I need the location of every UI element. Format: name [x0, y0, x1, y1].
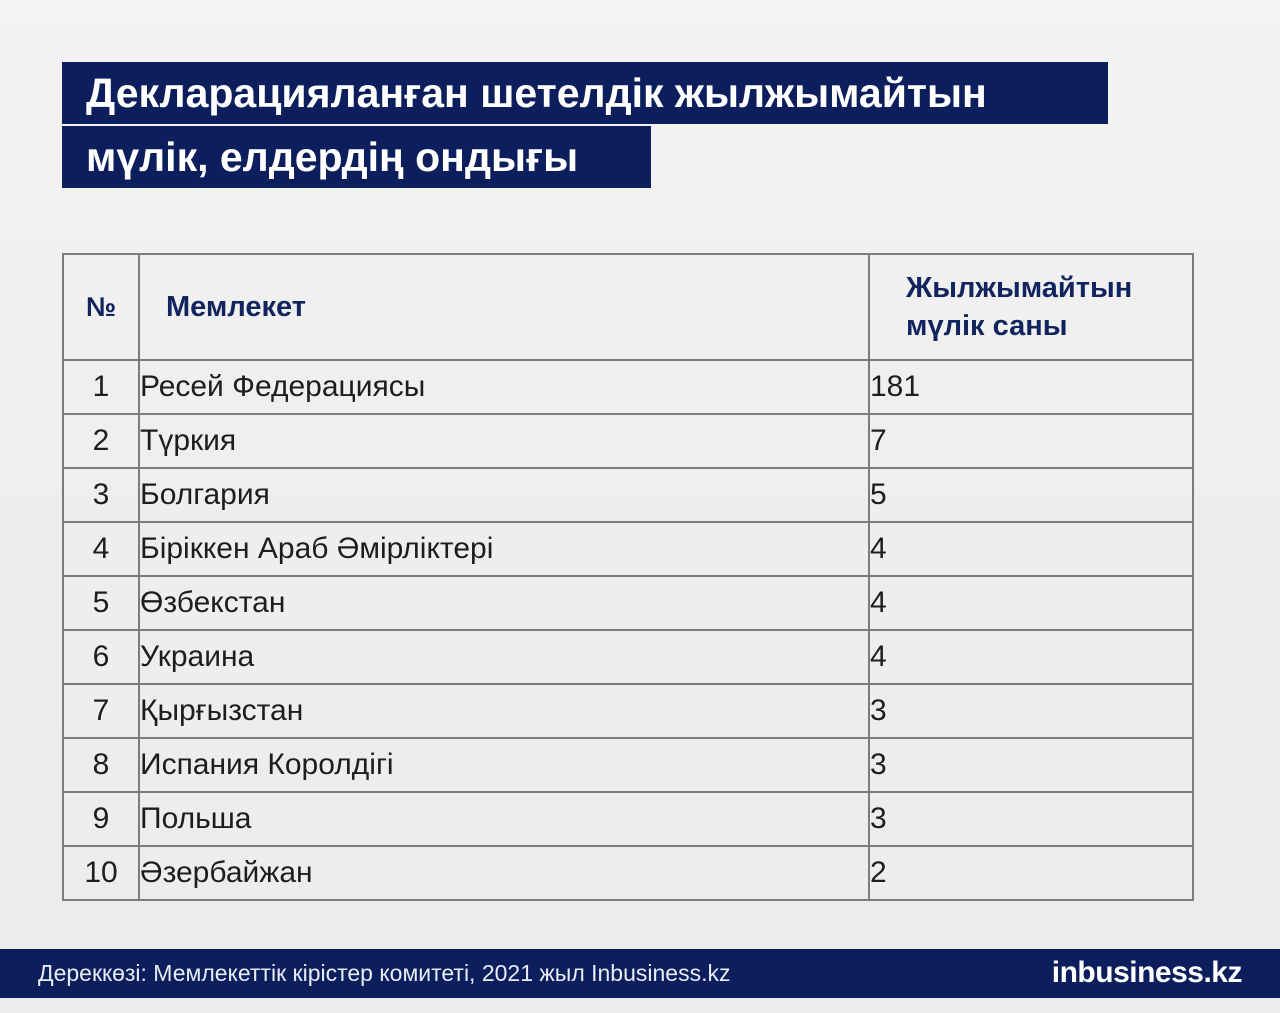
- row-number: 9: [63, 792, 139, 846]
- table-row: [63, 684, 1193, 738]
- row-country: Ресей Федерациясы: [139, 360, 869, 414]
- row-country: Қырғызстан: [139, 684, 869, 738]
- inbusiness-logo: inbusiness.kz: [1051, 956, 1242, 989]
- row-number: 7: [63, 684, 139, 738]
- table-row: [63, 468, 1193, 522]
- footer-bar: [0, 949, 1280, 998]
- header-state: Мемлекет: [139, 254, 869, 360]
- table-row: [63, 738, 1193, 792]
- row-country: Біріккен Араб Әмірліктері: [139, 522, 869, 576]
- row-count: 3: [869, 684, 1193, 738]
- row-count: 5: [869, 468, 1193, 522]
- row-number: 4: [63, 522, 139, 576]
- row-number: 10: [63, 846, 139, 900]
- row-country: Испания Королдігі: [139, 738, 869, 792]
- table-row: [63, 846, 1193, 900]
- row-country: Польша: [139, 792, 869, 846]
- row-count: 4: [869, 576, 1193, 630]
- table-row: [63, 792, 1193, 846]
- row-country: Түркия: [139, 414, 869, 468]
- row-count: 181: [869, 360, 1193, 414]
- row-number: 1: [63, 360, 139, 414]
- table-row: [63, 360, 1193, 414]
- row-country: Әзербайжан: [139, 846, 869, 900]
- header-count-line-1: Жылжымайтын: [906, 272, 1133, 304]
- row-count: 3: [869, 738, 1193, 792]
- title-line-2: мүлік, елдердің ондығы: [62, 126, 651, 188]
- row-number: 6: [63, 630, 139, 684]
- row-number: 3: [63, 468, 139, 522]
- row-count: 4: [869, 630, 1193, 684]
- header-count-line-2: мүлік саны: [906, 310, 1068, 342]
- row-number: 5: [63, 576, 139, 630]
- table-row: [63, 630, 1193, 684]
- table-row: [63, 576, 1193, 630]
- header-count: [869, 254, 1193, 360]
- row-country: Украина: [139, 630, 869, 684]
- table-row: [63, 414, 1193, 468]
- row-count: 2: [869, 846, 1193, 900]
- source-note: Дереккөзі: Мемлекеттік кірістер комитеті, 2021 жыл Inbusiness.kz: [38, 960, 731, 986]
- row-count: 7: [869, 414, 1193, 468]
- header-number: №: [63, 254, 139, 360]
- row-number: 8: [63, 738, 139, 792]
- countries-table: [62, 253, 1194, 901]
- row-country: Болгария: [139, 468, 869, 522]
- table-row: [63, 522, 1193, 576]
- row-count: 3: [869, 792, 1193, 846]
- table-header-row: [63, 254, 1193, 360]
- title-line-1: Декларацияланған шетелдік жылжымайтын: [62, 62, 1108, 124]
- row-number: 2: [63, 414, 139, 468]
- row-country: Өзбекстан: [139, 576, 869, 630]
- row-count: 4: [869, 522, 1193, 576]
